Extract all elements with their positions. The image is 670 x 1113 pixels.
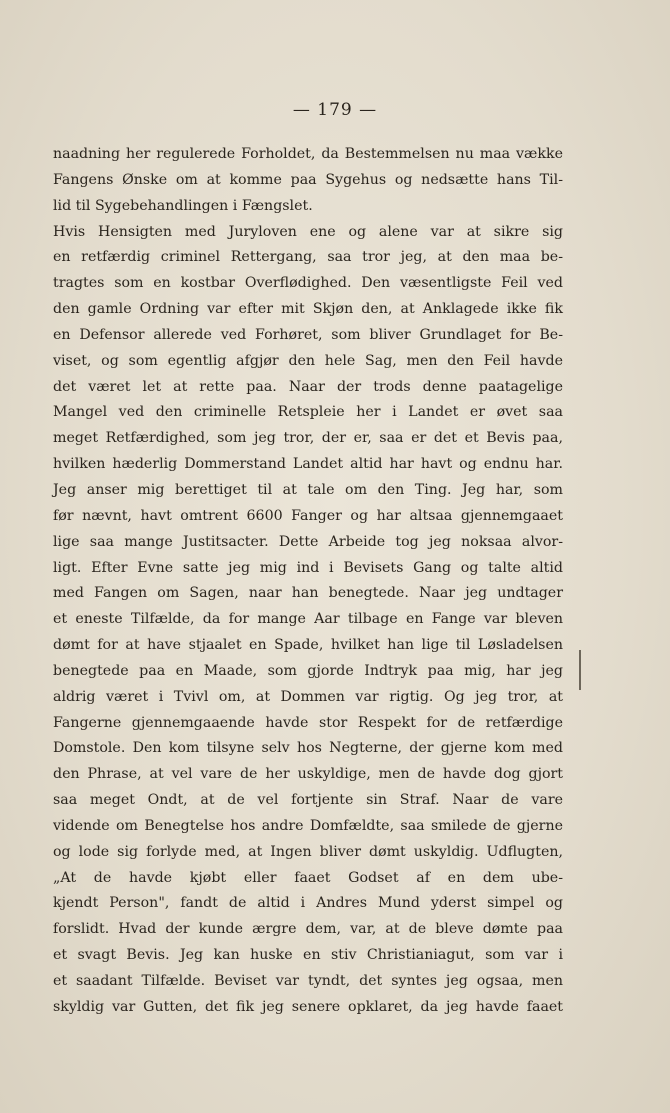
text-line: skyldig var Gutten, det fik jeg senere opklaret, da jeg havde faaet [53, 998, 563, 1015]
text-line: den Phrase, at vel vare de her uskyldige, men de havde dog gjort [53, 766, 563, 783]
text-line: før nævnt, havt omtrent 6600 Fanger og har altsaa gjennemgaaet [53, 507, 563, 524]
text-line: lige saa mange Justitsacter. Dette Arbeide tog jeg noksaa alvor- [53, 533, 563, 550]
text-line: kjendt Person", fandt de altid i Andres Mund yderst simpel og [53, 895, 563, 912]
text-line: Fangerne gjennemgaaende havde stor Respekt for de retfærdige [53, 714, 563, 731]
text-line: med Fangen om Sagen, naar han benegtede. Naar jeg undtager [53, 585, 563, 602]
body-text [53, 142, 563, 1021]
text-line: benegtede paa en Maade, som gjorde Indtryk paa mig, har jeg [53, 662, 563, 679]
text-line: hvilken hæderlig Dommerstand Landet altid har havt og endnu har. [53, 456, 563, 473]
text-line: en Defensor allerede ved Forhøret, som bliver Grundlaget for Be- [53, 326, 563, 343]
page-number: — 179 — [292, 100, 378, 120]
text-line: et svagt Bevis. Jeg kan huske en stiv Christianiagut, som var i [53, 947, 563, 964]
text-line: ligt. Efter Evne satte jeg mig ind i Bevisets Gang og talte altid [53, 559, 563, 576]
text-line: det været let at rette paa. Naar der trods denne paatagelige [53, 378, 563, 395]
text-line: naadning her regulerede Forholdet, da Bestemmelsen nu maa vække [53, 146, 563, 162]
text-line: vidende om Benegtelse hos andre Domfældte, saa smilede de gjerne [53, 817, 563, 834]
margin-pencil-mark [579, 650, 581, 690]
text-line: Jeg anser mig berettiget til at tale om den Ting. Jeg har, som [53, 481, 563, 498]
text-line: Hvis Hensigten med Juryloven ene og alene var at sikre sig [53, 223, 563, 240]
text-line: og lode sig forlyde med, at Ingen bliver dømt uskyldig. Udflugten, [53, 843, 563, 860]
text-line: aldrig været i Tvivl om, at Dommen var rigtig. Og jeg tror, at [53, 688, 563, 705]
text-line: lid til Sygebehandlingen i Fængslet. [53, 197, 313, 214]
text-line: forslidt. Hvad der kunde ærgre dem, var, at de bleve dømte paa [53, 921, 563, 938]
text-line: saa meget Ondt, at de vel fortjente sin Straf. Naar de vare [53, 792, 563, 809]
text-line: et saadant Tilfælde. Beviset var tyndt, det syntes jeg ogsaa, men [53, 973, 563, 989]
text-line: „At de havde kjøbt eller faaet Godset af en dem ube- [53, 869, 563, 886]
text-line: viset, og som egentlig afgjør den hele Sag, men den Feil havde [53, 352, 563, 369]
text-line: Mangel ved den criminelle Retspleie her i Landet er øvet saa [53, 404, 563, 421]
text-line: Domstole. Den kom tilsyne selv hos Negterne, der gjerne kom med [53, 740, 563, 757]
text-line: tragtes som en kostbar Overflødighed. Den væsentligste Feil ved [53, 275, 563, 292]
text-line: Fangens Ønske om at komme paa Sygehus og nedsætte hans Til- [53, 171, 563, 188]
text-line: meget Retfærdighed, som jeg tror, der er, saa er det et Bevis paa, [53, 430, 563, 447]
text-line: dømt for at have stjaalet en Spade, hvilket han lige til Løsladelsen [53, 637, 563, 654]
text-line: en retfærdig criminel Rettergang, saa tror jeg, at den maa be- [53, 249, 563, 266]
text-line: et eneste Tilfælde, da for mange Aar tilbage en Fange var bleven [53, 611, 563, 628]
text-line: den gamle Ordning var efter mit Skjøn den, at Anklagede ikke fik [53, 301, 563, 318]
